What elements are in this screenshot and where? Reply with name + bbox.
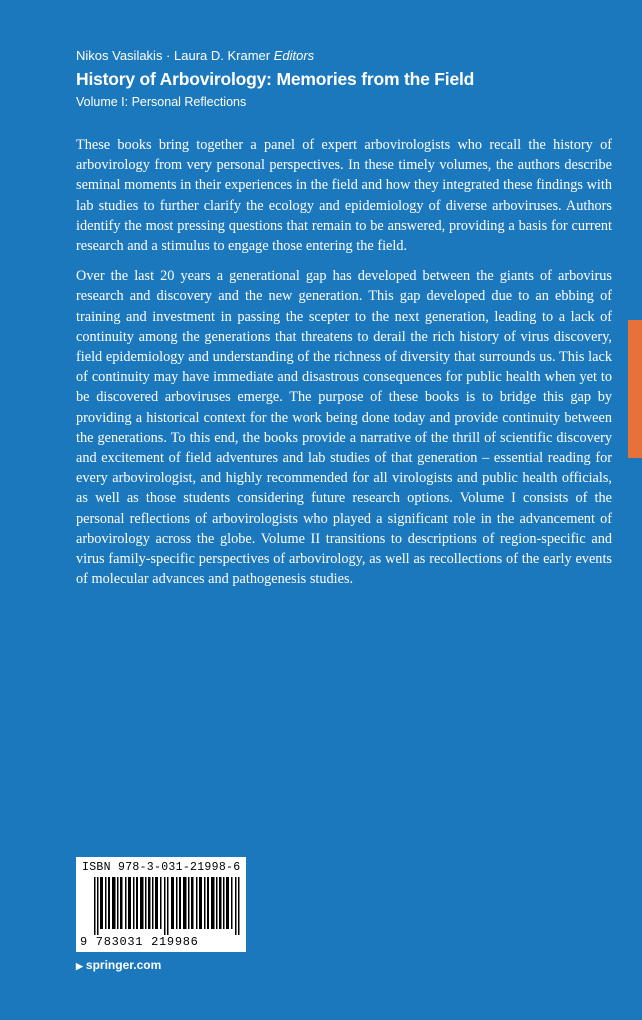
editors-line <box>76 47 596 65</box>
book-subtitle: Volume I: Personal Reflections <box>76 95 247 109</box>
cover-header <box>76 47 596 111</box>
publisher-url: springer.com <box>85 958 162 972</box>
isbn-barcode-box <box>76 857 246 952</box>
accent-tab <box>628 320 642 458</box>
barcode-icon <box>94 877 242 935</box>
barcode-digits: 9 783031 219986 <box>80 935 199 949</box>
blurb <box>76 135 612 599</box>
isbn-label: ISBN 978-3-031-21998-6 <box>82 861 241 874</box>
book-title: History of Arbovirology: Memories from the Field <box>76 69 475 89</box>
blurb-paragraph-2: Over the last 20 years a generational gap has developed between the giants of arbovirus research and discovery and the new generation. This gap developed due to an ebbing of training and investment in passing the scepter to the next generation, leading to a lack of continuity among the generations that threatens to derail the rich history of virus discovery, field epidemiology and understanding of the richness of diversity that surrounds us. This lack of continuity may have immediate and disastrous consequences for public health when yet to be discovered arboviruses emerge. The purpose of these books is to bridge this gap by providing a historical context for the work being done today and provide continuity between the generations. To this end, the books provide a narrative of the thrill of scientific discovery and excitement of field adventures and lab studies of that generation – essential reading for every arbovirologist, and highly recommended for all virologists and public health officials, as well as those students considering future research options. Volume I consists of the personal reflections of arbovirologists who played a significant role in the advancement of arbovirology across the globe. Volume II transitions to descriptions of region-specific and virus family-specific perspectives of arbovirology, as well as recollections of the early events of molecular advances and pathogenesis studies. <box>76 268 612 588</box>
publisher-link[interactable] <box>76 958 161 972</box>
editors-names: Nikos Vasilakis · Laura D. Kramer <box>76 48 271 63</box>
editors-role: Editors <box>273 48 315 63</box>
triangle-right-icon: ▶ <box>76 961 83 971</box>
blurb-paragraph-1: These books bring together a panel of expert arbovirologists who recall the history of arbovirology from very personal perspectives. In these timely volumes, the authors describe seminal moments in their experiences in the field and how they integrated these findings with lab studies to further clarify the ecology and epidemiology of diverse arboviruses. Authors identify the most pressing questions that remain to be answered, providing a basis for current research and a stimulus to engage those entering the field. <box>76 137 612 255</box>
